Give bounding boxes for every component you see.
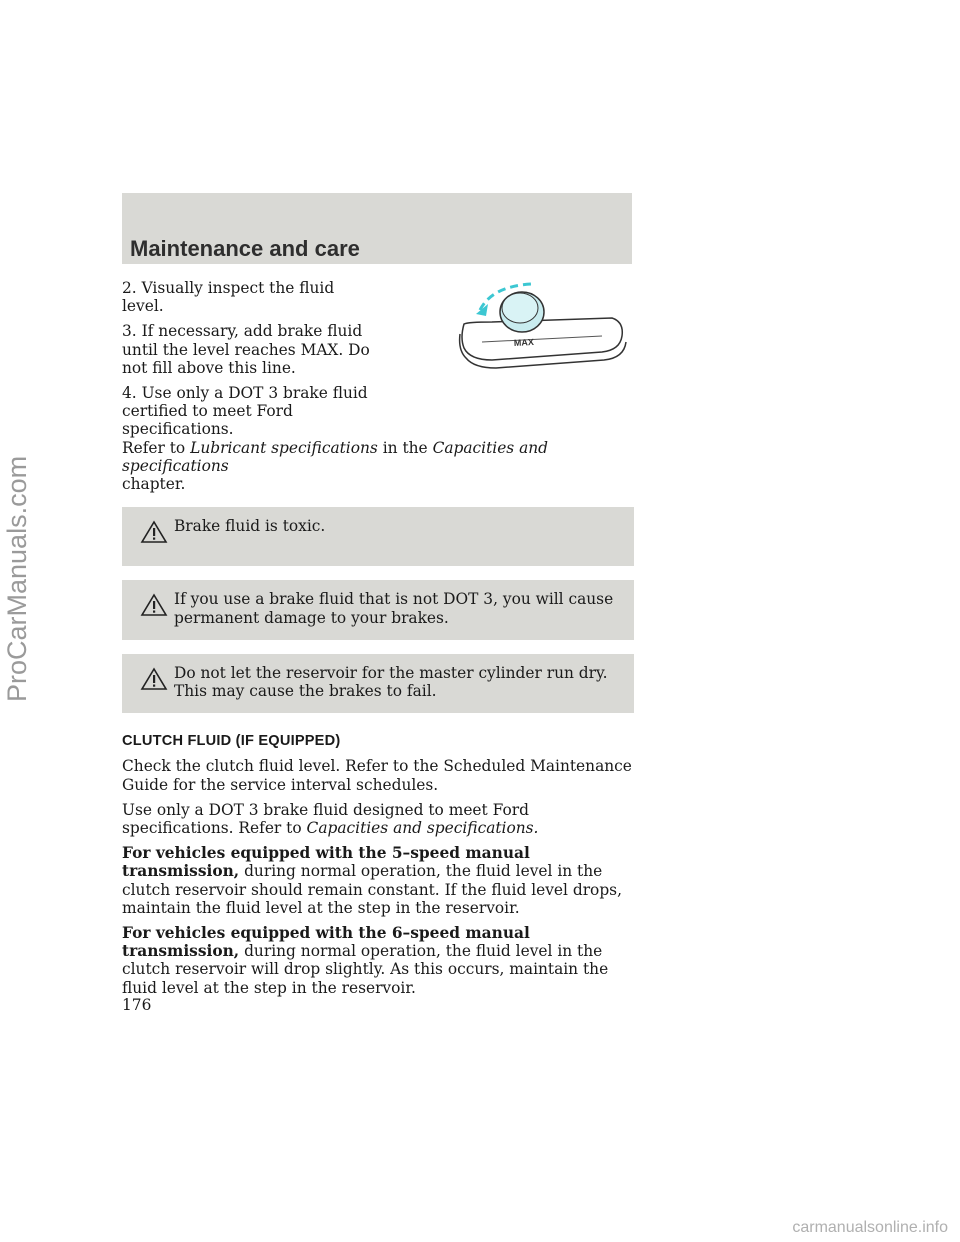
step-4-ref-capacities: Capacities and specifications: [122, 438, 549, 475]
warning-icon: [140, 593, 168, 617]
step-3: 3. If necessary, add brake fluid until the level reaches MAX. Do not fill above this line.: [122, 322, 370, 377]
side-watermark: [2, 455, 33, 702]
warning-text-1: Brake fluid is toxic.: [174, 517, 326, 536]
max-label: MAX: [513, 336, 535, 348]
step-2: 2. Visually inspect the fluid level.: [122, 279, 335, 316]
footer-watermark: carmanualsonline.info: [792, 1219, 948, 1236]
section-header: [122, 193, 632, 264]
step-4-in-the: in the: [382, 438, 428, 457]
warning-text-3: Do not let the reservoir for the master cylinder run dry. This may cause the brakes to fail.: [174, 663, 608, 701]
clutch-paragraph-2-text: Use only a DOT 3 brake fluid designed to meet Ford specifications. Refer to: [122, 800, 529, 838]
section-title: Maintenance and care: [130, 236, 360, 261]
warning-box-1: [122, 507, 634, 566]
clutch-paragraph-3-text: during normal operation, the fluid level in the clutch reservoir should remain constant. If the fluid level drops, maintain the fluid level at the step in the reservoir.: [122, 862, 622, 917]
clutch-heading: CLUTCH FLUID (IF EQUIPPED): [122, 733, 341, 750]
clutch-paragraph-3-bold: For vehicles equipped with the 5–speed manual transmission,: [122, 844, 530, 881]
clutch-paragraph-4-text: during normal operation, the fluid level in the clutch reservoir will drop slightly. As this occurs, maintain the fluid level at the step in the reservoir.: [122, 942, 609, 997]
page-content: [122, 279, 634, 1004]
page-number: 176: [122, 996, 152, 1014]
warning-text-2: If you use a brake fluid that is not DOT 3, you will cause permanent damage to your brakes.: [174, 590, 614, 627]
warning-icon: [140, 520, 168, 544]
clutch-paragraph-1: Check the clutch fluid level. Refer to the Scheduled Maintenance Guide for the service interval schedules.: [122, 757, 632, 794]
warning-icon: [140, 667, 168, 691]
side-watermark-text: ProCarManuals.com: [2, 455, 32, 702]
warning-box-3: [122, 654, 634, 713]
clutch-paragraph-3: [122, 844, 634, 917]
clutch-paragraph-2: [122, 801, 634, 837]
clutch-paragraph-2-ref: Capacities and specifications.: [306, 819, 539, 838]
step-4-text: 4. Use only a DOT 3 brake fluid certified to meet Ford specifications.: [122, 384, 368, 439]
step-4: [122, 384, 634, 493]
step-4-chapter: chapter.: [122, 475, 186, 494]
step-4-ref-lubricant: Lubricant specifications: [190, 438, 378, 457]
step-4-refer: Refer to: [122, 438, 186, 457]
clutch-paragraph-4: [122, 924, 634, 997]
clutch-paragraph-4-bold: For vehicles equipped with the 6–speed manual transmission,: [122, 924, 530, 961]
warning-box-2: [122, 580, 634, 639]
